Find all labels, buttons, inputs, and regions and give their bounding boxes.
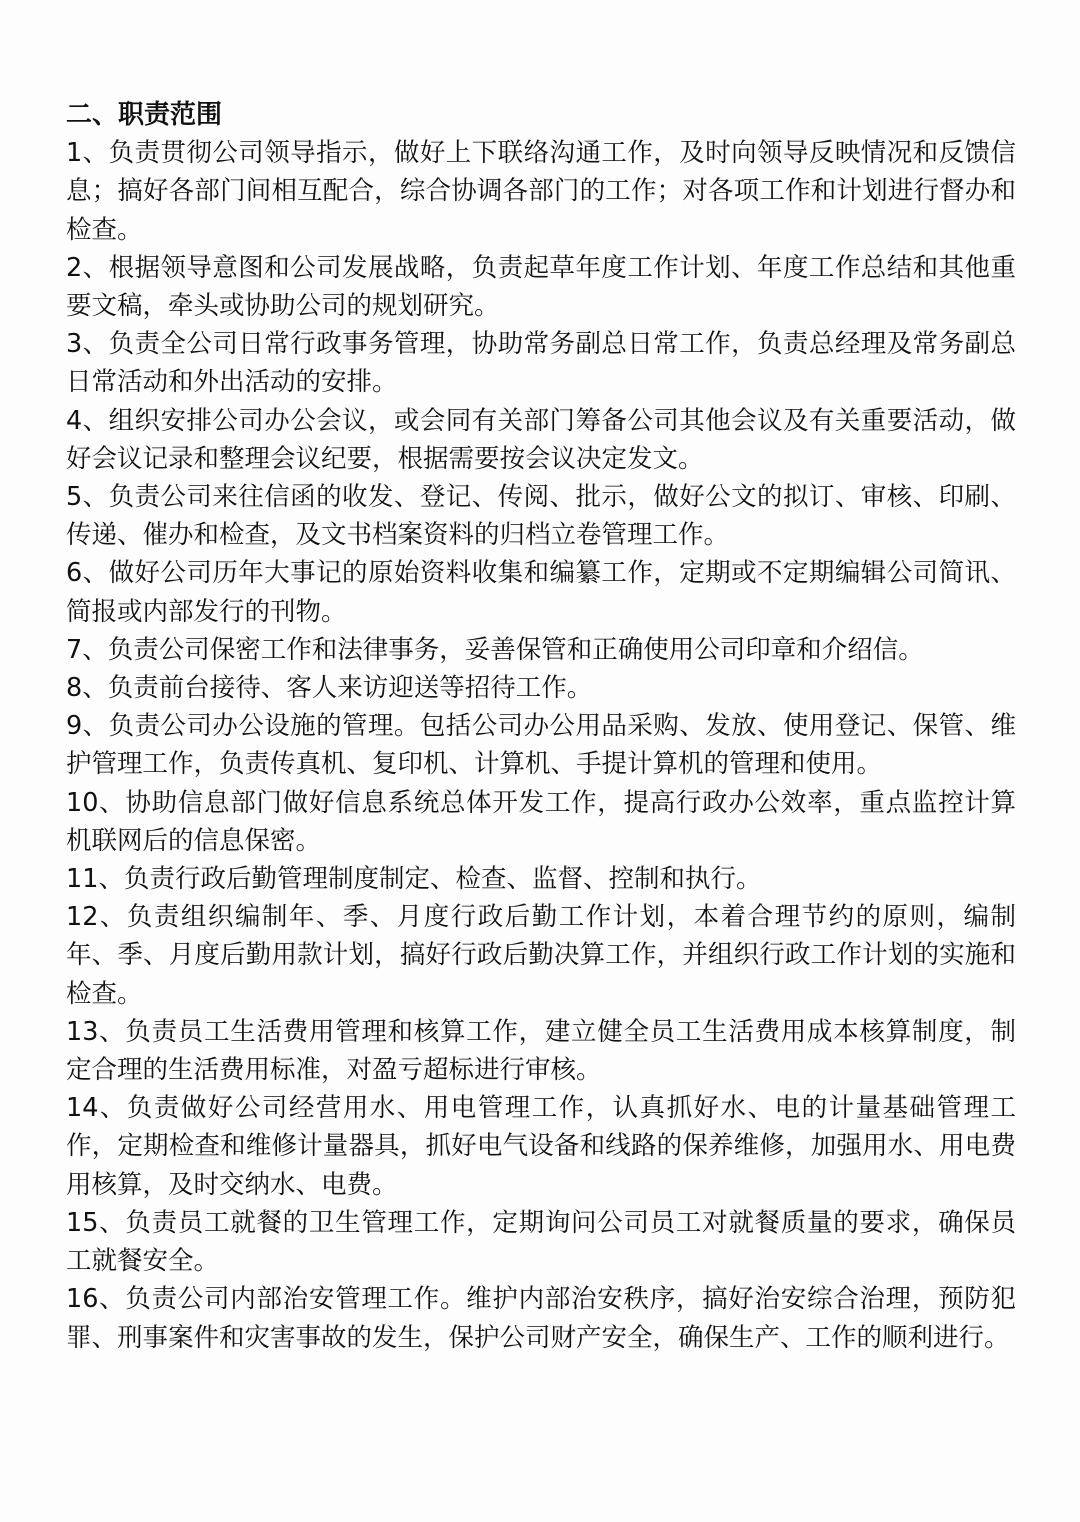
duty-item-8: 8、负责前台接待、客人来访迎送等招待工作。 — [66, 673, 593, 704]
duty-item-6: 6、做好公司历年大事记的原始资料收集和编纂工作，定期或不定期编辑公司简讯、简报或内部发行的刊物。 — [66, 558, 1016, 627]
duty-item-16: 16、负责公司内部治安管理工作。维护内部治安秩序，搞好治安综合治理，预防犯罪、刑事案件和灾害事故的发生，保护公司财产安全，确保生产、工作的顺利进行。 — [66, 1284, 1016, 1353]
duty-item-5: 5、负责公司来往信函的收发、登记、传阅、批示，做好公文的拟订、审核、印刷、传递、催办和检查，及文书档案资料的归档立卷管理工作。 — [66, 482, 1016, 551]
duty-item-2: 2、根据领导意图和公司发展战略，负责起草年度工作计划、年度工作总结和其他重要文稿，牵头或协助公司的规划研究。 — [66, 252, 1016, 322]
duty-item-11: 11、负责行政后勤管理制度制定、检查、监督、控制和执行。 — [66, 864, 762, 895]
duty-item-4: 4、组织安排公司办公会议，或会同有关部门筹备公司其他会议及有关重要活动，做好会议记录和整理会议纪要，根据需要按会议决定发文。 — [66, 405, 1016, 474]
duty-item-10: 10、协助信息部门做好信息系统总体开发工作，提高行政办公效率，重点监控计算机联网后的信息保密。 — [66, 787, 1016, 856]
document-body — [66, 96, 1016, 1357]
duty-item-12: 12、负责组织编制年、季、月度行政后勤工作计划，本着合理节约的原则，编制年、季、月度后勤用款计划，搞好行政后勤决算工作，并组织行政工作计划的实施和检查。 — [66, 902, 1016, 1009]
duty-item-9: 9、负责公司办公设施的管理。包括公司办公用品采购、发放、使用登记、保管、维护管理工作，负责传真机、复印机、计算机、手提计算机的管理和使用。 — [66, 711, 1016, 780]
duty-item-1: 1、负责贯彻公司领导指示，做好上下联络沟通工作，及时向领导反映情况和反馈信息；搞好各部门间相互配合，综合协调各部门的工作；对各项工作和计划进行督办和检查。 — [66, 138, 1016, 245]
duty-item-14: 14、负责做好公司经营用水、用电管理工作，认真抓好水、电的计量基础管理工作，定期检查和维修计量器具，抓好电气设备和线路的保养维修，加强用水、用电费用核算，及时交纳水、电费。 — [66, 1093, 1016, 1200]
duty-item-15: 15、负责员工就餐的卫生管理工作，定期询问公司员工对就餐质量的要求，确保员工就餐安全。 — [66, 1207, 1016, 1277]
duty-item-7: 7、负责公司保密工作和法律事务，妥善保管和正确使用公司印章和介绍信。 — [66, 634, 924, 665]
duty-item-3: 3、负责全公司日常行政事务管理，协助常务副总日常工作，负责总经理及常务副总日常活动和外出活动的安排。 — [66, 329, 1016, 398]
duty-item-13: 13、负责员工生活费用管理和核算工作，建立健全员工生活费用成本核算制度，制定合理的生活费用标准，对盈亏超标进行审核。 — [66, 1016, 1016, 1086]
section-title: 二、职责范围 — [66, 100, 223, 130]
